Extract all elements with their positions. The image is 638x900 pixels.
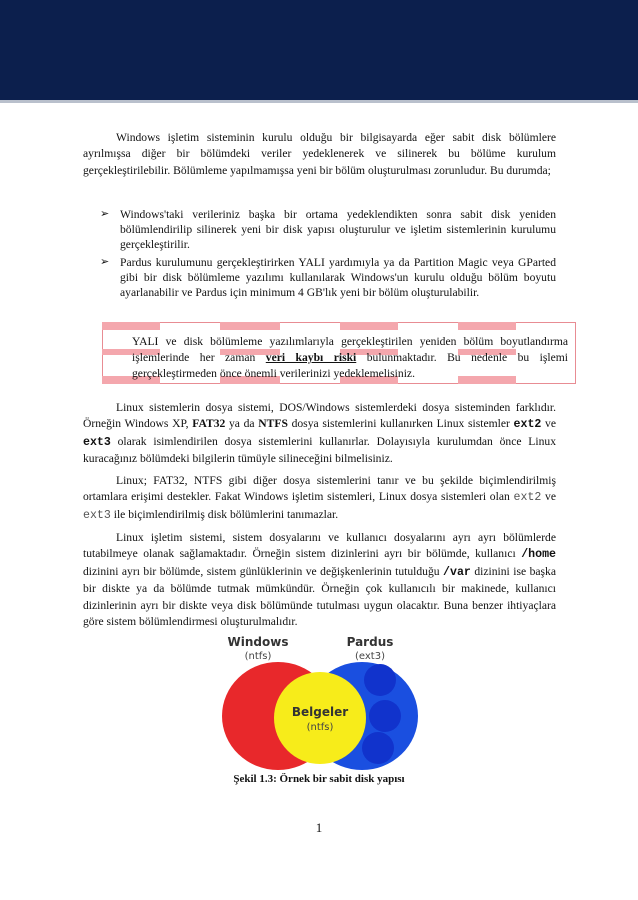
text-run: dizinini ayrı bir bölümde, sistem günlüklerinin ve değişkenlerinin tutulduğu [83, 564, 444, 578]
ext2-term: ext2 [513, 418, 542, 432]
intro-paragraph: Windows işletim sisteminin kurulu olduğu bir bilgisayarda eğer sabit disk bölümlere ayrılmışsa diğer bir bölümdeki veriler yedeklenerek ve silinerek bu bölüme kurulum gerçekleştirilebilir. Bölümleme yapılmamışsa yeni bir bölüm oluşturulması zorunludur. Bu durumda; [83, 131, 556, 177]
bullet-item [100, 207, 556, 253]
ext2-term: ext2 [513, 491, 542, 505]
page-number: 1 [315, 820, 323, 835]
pardus-sub-circle [362, 732, 394, 764]
figure-caption: Şekil 1.3: Örnek bir sabit disk yapısı [233, 773, 405, 785]
ext3-term: ext3 [83, 435, 111, 449]
partition-paragraph [83, 530, 556, 630]
text-run: olarak isimlendirilen dosya sistemlerini kullanırlar. Dolayısıyla kurulumdan önce Linux kuracağınız bölümdeki bilgilerin tümüyle silineceğini bilmelisiniz. [83, 434, 556, 466]
pardus-sub-circle [364, 664, 396, 696]
warning-text-part: bulunmaktadır. Bu nedenle bu işlemi gerçekleştirmeden önce önemli verilerinizi yedeklemelisiniz. [132, 351, 568, 381]
warning-highlight: veri kaybı riski [265, 351, 357, 365]
bullet-text: Pardus kurulumunu gerçekleştirirken YALI yardımıyla ya da Partition Magic veya GParted gibi bir disk bölümleme yazılımı kullanılarak Windows'un kurulu olduğu bölüm boyutu ayarlanabilir ve Pardus için minimum 4 GB'lık yeni bir bölüm oluşturulabilir. [120, 255, 556, 300]
var-dir-term: /var [443, 565, 471, 579]
windows-fs-label: (ntfs) [244, 651, 272, 662]
header-band [0, 0, 638, 103]
text-run: Linux; FAT32, NTFS gibi diğer dosya sistemlerini tanır ve bu şekilde biçimlendirilmiş ortamlara erişimi destekler. Fakat Windows işletim sistemleri, Linux dosya sistemleri olan [83, 474, 556, 504]
warning-stripe [102, 322, 160, 330]
compat-paragraph [83, 473, 556, 524]
belgeler-label: Belgeler [291, 705, 349, 719]
arrow-bullet-icon: ➢ [100, 208, 110, 220]
filesystem-paragraph [83, 400, 556, 468]
fat32-term: FAT32 [192, 417, 226, 431]
windows-label: Windows [227, 635, 289, 649]
text-run: ile biçimlendirilmiş disk bölümlerini tanımazlar. [110, 507, 339, 521]
text-run: ya da [225, 417, 259, 431]
disk-structure-figure [220, 630, 420, 770]
belgeler-fs-label: (ntfs) [306, 722, 334, 733]
home-dir-term: /home [521, 548, 556, 562]
pardus-sub-circle [369, 700, 401, 732]
text-run: Linux sistemlerin dosya sistemi, DOS/Windows sistemlerdeki dosya sisteminden farklıdır. Örneğin Windows XP, [83, 401, 556, 431]
bullet-list [100, 207, 556, 302]
ntfs-term: NTFS [258, 417, 288, 431]
bullet-item [100, 255, 556, 301]
text-run: dizinini ise başka bir diskte ya da bölümde tutmak mümkündür. Örneğin çok kullanıcılı bir makinede, kullanıcı dizinlerinin ayrı bir diskte veya disk bölümünde tutulması uygun olacaktır. Buna benzer ihtiyaçlara göre sistem bölümlendirmesi oluşturulmalıdır. [83, 564, 556, 629]
text-run: ve [541, 417, 557, 431]
bullet-text: Windows'taki verileriniz başka bir ortama yedeklendikten sonra sabit disk yeniden bölümlendirilip silinerek yeni bir disk yapısı oluşturulur ve işletim sistemlerinin kurulumu gerçekleştirilir. [120, 208, 556, 252]
pardus-fs-label: (ext3) [355, 651, 385, 662]
warning-text-part: YALI ve disk bölümleme yazılımlarıyla gerçekleştirilen yeniden bölüm boyutlandırma işlemlerinde her zaman [132, 335, 568, 365]
text-run: ve [541, 490, 556, 504]
warning-stripe [458, 322, 516, 330]
warning-stripe [220, 322, 280, 330]
arrow-bullet-icon: ➢ [100, 255, 110, 268]
warning-text [132, 334, 568, 383]
ext3-term: ext3 [83, 508, 111, 522]
warning-stripe [340, 322, 398, 330]
pardus-label: Pardus [346, 635, 394, 649]
text-run: Linux işletim sistemi, sistem dosyalarını ve kullanıcı dosyalarını ayrı ayrı bölümlerde tutabilmeye olanak sağlamaktadır. Örneğin sistem dizinlerini ayrı bir bölümde, kullanıcı [83, 531, 556, 561]
text-run: dosya sistemlerini kullanırken Linux sistemler [287, 417, 514, 431]
